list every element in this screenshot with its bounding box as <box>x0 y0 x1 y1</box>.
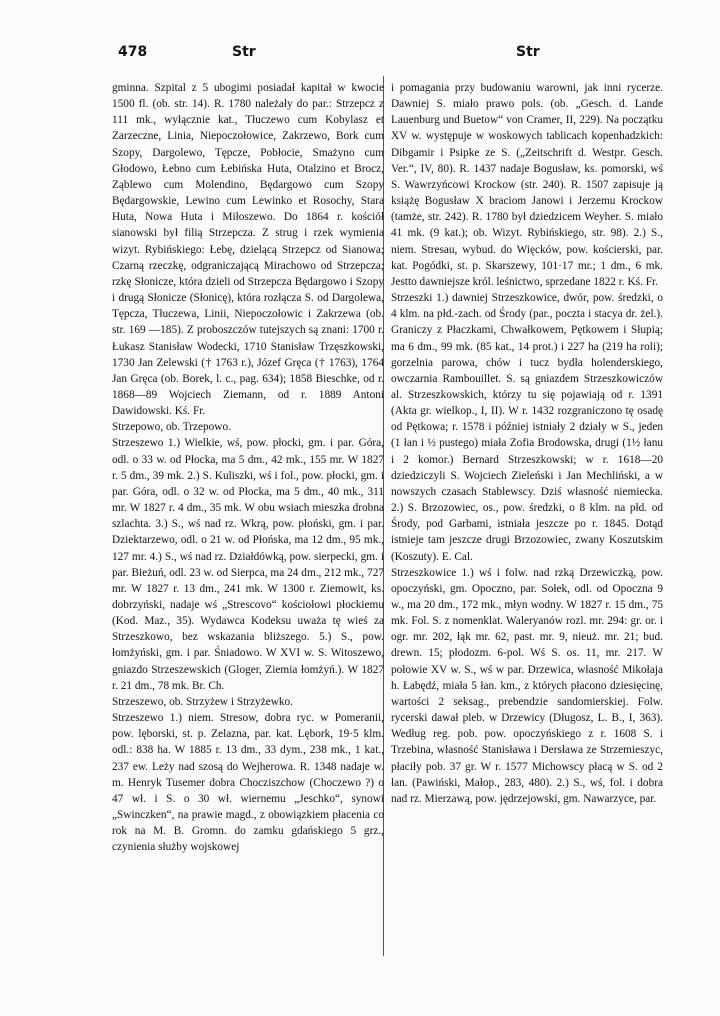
entry-strzeszki: Strzeszki 1.) dawniej Strzeszkowice, dwór, pow. średzki, o 4 klm. na płd.-zach. od Środy (par., poczta i stacya dr. żel.). Graniczy z Płaczkami, Chwałkowem, Pętkowem i Słupią; ma 6 dm., 99 mk. (85 kat., 14 prot.) i 227 ha (219 ha roli); gorzelnia parowa, chów i tucz bydła holenderskiego, owczarnia Rambouillet. S. są gniazdem Strzeszkowiczów al. Strzeszkowskich, którzy tu się pojawiają od r. 1391 (Akta gr. wielkop., I, II). W r. 1432 rozgraniczono tę osadę od Pętkowa; r. 1578 i później istniały 2 działy w S., jeden (1 łan i ½ pustego) miała Zofia Brodowska, drugi (1½ łanu i 2 komor.) Bernard Strzeszkowski; w r. 1618—20 dziedziczyli S. Wojciech Zieleński i Jan Mechliński, a w nowszych czasach Stablewscy. Dziś własność niemiecka. 2.) S. Brzozowiec, os., pow. średzki, o 8 klm. na płd. od Środy, pod Garbami, istniała jeszcze po r. 1845. Dotąd istnieje tam jeszcze drugi Brzozowiec, zwany Koszutskim (Koszuty). E. Cal. <box>391 292 663 563</box>
left-column <box>112 80 384 856</box>
entry-strzeszewo-2: Strzeszewo, ob. Strzyżew i Strzyżewko. <box>112 695 294 708</box>
page-header <box>112 36 664 64</box>
running-head-left: Str <box>232 44 256 60</box>
entry-strzeszewo-3-continued: i pomagania przy budowaniu warowni, jak inni rycerze. Dawniej S. miało prawo pols. (ob. „Gesch. d. Lande Lauenburg und Buetow“ von Cramer, II, 229). Na początku XV w. występuje w woskowych tablicach kopenhadzkich: Dibgamir i Psipke ze S. („Zeitschrift d. Westpr. Gesch. Ver.“, IV, 80). R. 1437 nadaje Bogusław, ks. pomorski, wś S. Wawrzyńcowi Krockow (str. 240). R. 1507 zapisuje ją książę Bogusław X braciom Janowi i Jerzemu Krockow (tamże, str. 242). R. 1780 był dziedzicem Weyher. S. miało 41 mk. (9 kat.); ob. Wizyt. Rybińskiego, str. 98). 2.) S., niem. Stresau, wybud. do Więcków, pow. kościerski, par. kat. Pogódki, st. p. Skarszewy, 101·17 mr.; 1 dm., 6 mk. Jestto dawniejsze król. leśnictwo, sprzedane 1822 r. Kś. Fr. <box>391 82 663 288</box>
entry-strzepcz-continued: gminna. Szpital z 5 ubogimi posiadał kapitał w kwocie 1500 fl. (ob. str. 14). R. 1780 należały do par.: Strzepcz z 111 mk., wyłącznie kat., Tłuczewo cum Kobylasz et Zarzeczne, Linia, Niepoczołowice, Zakrzewo, Bork cum Szopy, Dargolewo, Tępcze, Pobłocie, Smażyno cum Głodowo, Łebno cum Łebińska Huta, Otalzino et Brocz, Ząblewo cum Molendino, Będargowo cum Szopy Będargowskie, Lewino cum Lewinko et Rosochy, Stara Huta, Nowa Huta i Miłoszewo. Do 1864 r. kościół sianowski był filią Strzepcza. Z strug i rzek wymienia wizyt. Rybińskiego: Łebę, dzielącą Strzepcz od Sianowa; Czarną rzeczkę, odgraniczającą Mirachowo od Strzepcza; rzkę Słonicze, która dzieli od Strzepcza Będargowo i Szopy i drugą Słonicze (Słonicę), która rozłącza S. od Dargolewa, Tępcza, Tłuczewa, Linii, Niepoczołowic i Zakrzewa (ob. str. 169 —185). Z proboszczów tutejszych są znani: 1700 r. Łukasz Stanisław Wodecki, 1710 Stanisław Trzęszkowski, 1730 Jan Zelewski († 1763 r.), Józef Gręca († 1763), 1764 Jan Gręca (ob. Borek, l. c., pag. 634); 1858 Bieschke, od r. 1868—89 Wojciech Ziemann, od r. 1889 Antoni Dawidowski. Kś. Fr. <box>112 82 384 418</box>
running-head-right: Str <box>516 44 540 60</box>
entry-strzeszewo-1: Strzeszewo 1.) Wielkie, wś, pow. płocki, gm. i par. Góra, odl. o 33 w. od Płocka, ma 5 dm., 42 mk., 155 mr. W 1827 r. 5 dm., 39 mk. 2.) S. Kuliszki, wś i fol., pow. płocki, gm. i par. Góra, odl. o 32 w. od Płocka, ma 5 dm., 40 mk., 311 mr. W 1827 r. 4 dm., 35 mk. W obu wsiach mieszka drobna szlachta. 3.) S., wś nad rz. Wkrą, pow. płoński, gm. i par. Dziektarzewo, odl. o 21 w. od Płońska, ma 12 dm., 95 mk., 127 mr. 4.) S., wś nad rz. Działdówką, pow. sierpecki, gm. i par. Bieżuń, odl. 23 w. od Sierpca, ma 24 dm., 212 mk., 727 mr. W 1827 r. 13 dm., 241 mk. W 1300 r. Ziemowit, ks. dobrzyński, nadaje wś „Strescovo“ kościołowi płockiemu (Kod. Maz., 35). Wydawca Kodeksu uważa tę wieś za Strzeszkowo, bez wskazania bliższego. 5.) S., pow. łomżyński, gm. i par. Śniadowo. W XVI w. S. Witoszewo, gniazdo Strzeszewskich (Gloger, Ziemia łomżyń.). W 1827 r. 21 dm., 78 mk. Br. Ch. <box>112 437 384 692</box>
entry-strzeszkowice: Strzeszkowice 1.) wś i folw. nad rzką Drzewiczką, pow. opoczyński, gm. Opoczno, par. Sołek, odl. od Opoczna 9 w., ma 20 dm., 172 mk., młyn wodny. W 1827 r. 15 dm., 75 mk. Fol. S. z nomenklat. Waleryanów rozl. mr. 294: gr. or. i ogr. mr. 202, łąk mr. 62, past. mr. 9, nieuż. mr. 21; bud. drewn. 15; płodozm. 6-pol. Wś S. os. 11, mr. 217. W połowie XV w. S., wś w par. Drzewica, własność Mikołaja h. Łabędź, miała 5 łan. km., z których płacono dziesięcinę, wartości 2 seksag., prebendzie sandomierskiej. Folw. rycerski dawał pleb. w Drzewicy (Długosz, L. B., I, 363). Według reg. pob. pow. opoczyńskiego z r. 1608 S. i Trzebina, własność Stanisława i Dersława ze Strzemieszyc, płaciły pob. 37 gr. W r. 1577 Michowscy płacą w S. od 2 łan. (Pawiński, Małop., 283, 480). 2.) S., wś, fol. i dobra nad rz. Mierzawą, pow. jędrzejowski, gm. Nawarzyce, par. <box>391 566 663 805</box>
entry-strzeszewo-3: Strzeszewo 1.) niem. Stresow, dobra ryc. w Pomeranii, pow. lęborski, st. p. Zelazna, par. kat. Lębork, 19·5 klm. odl.: 838 ha. W 1885 r. 13 dm., 33 dym., 238 mk., 1 kat., 237 ew. Leży nad szosą do Wejherowa. R. 1348 nadaje w. m. Henryk Tusemer dobra Chocziszchow (Choczewo ?) o 47 wł. i S. o 30 wł. wiernemu „Jeschko“, synowi „Swinczken“, na prawie magd., z obowiązkiem płacenia co rok na M. B. Gromn. do zamku gdańskiego 5 grz., czynienia służby wojskowej <box>112 712 384 854</box>
page-number: 478 <box>118 44 148 60</box>
right-column <box>391 80 663 807</box>
entry-strzepowo: Strzepowo, ob. Trzepowo. <box>112 421 231 434</box>
